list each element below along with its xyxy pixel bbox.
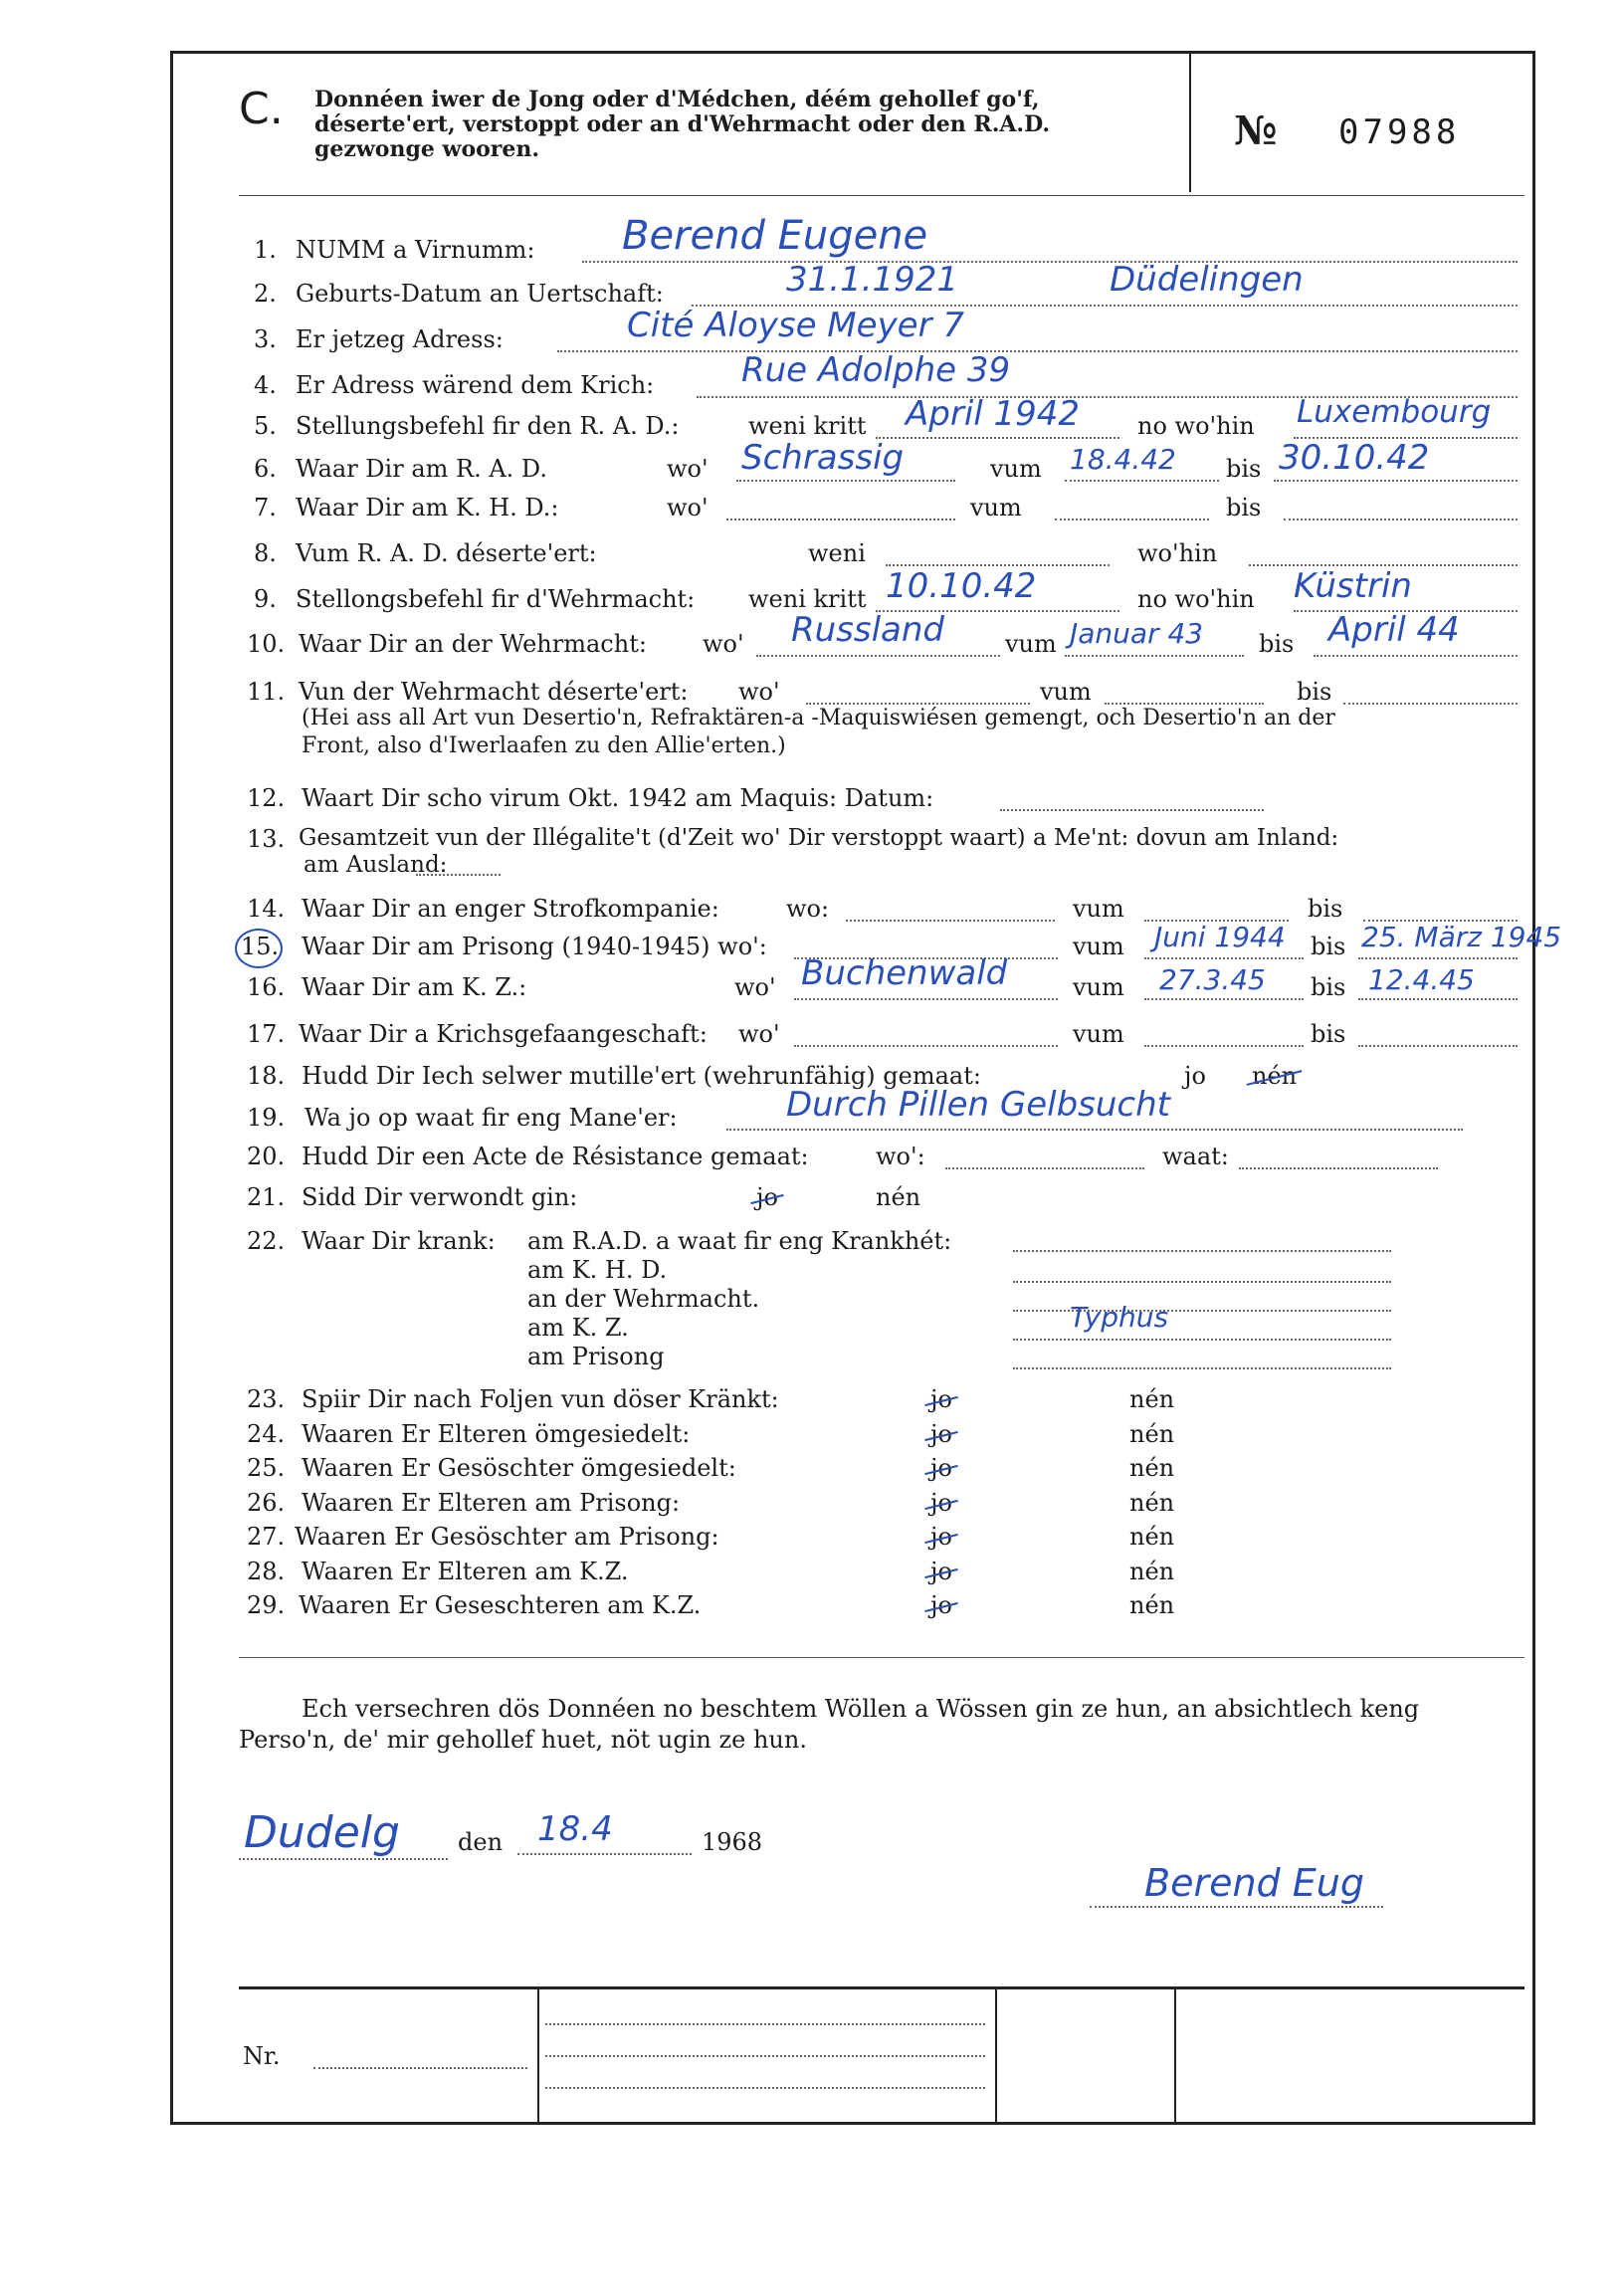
illness-label: Waar Dir krank:	[302, 1227, 496, 1255]
row-number: 10.	[247, 630, 286, 658]
parents-resettled-label: Waaren Er Elteren ömgesiedelt:	[302, 1420, 691, 1448]
row-number: 9.	[254, 585, 277, 613]
row-number: 4.	[254, 371, 277, 399]
wo-label: wo'	[703, 630, 744, 658]
signature: Berend Eug	[1144, 1861, 1364, 1905]
row-number: 20.	[247, 1143, 286, 1170]
yes-option: jo	[1184, 1062, 1206, 1090]
yes-option	[930, 1558, 952, 1585]
prison-to-value: 25. März 1945	[1361, 921, 1562, 953]
current-address-line	[557, 350, 1518, 352]
khd-from-line	[1055, 519, 1209, 521]
yes-option	[930, 1385, 952, 1413]
yes-option	[756, 1183, 778, 1211]
prison-from-line	[1144, 957, 1304, 959]
header-divider	[1189, 53, 1191, 192]
wehrmacht-desert-from-line	[1105, 703, 1264, 705]
illegality-abroad-line	[416, 874, 501, 876]
illness-kz-label: am K. Z.	[527, 1314, 629, 1342]
pow-to-line	[1358, 1045, 1518, 1047]
illness-kz-value: Typhus	[1070, 1301, 1169, 1334]
resistance-label: Hudd Dir een Acte de Résistance gemaat:	[302, 1143, 809, 1170]
bis-label: bis	[1311, 973, 1346, 1001]
resistance-what-line	[1239, 1167, 1438, 1169]
resistance-where-line	[945, 1167, 1144, 1169]
footer-nr-label: Nr.	[243, 2042, 281, 2070]
rad-desert-label: Vum R. A. D. déserte'ert:	[296, 539, 597, 567]
prison-to-line	[1358, 957, 1518, 959]
signing-date-line	[517, 1853, 692, 1855]
vum-label: vum	[1073, 1020, 1124, 1048]
row-number: 17.	[247, 1020, 286, 1048]
wehrmacht-desert-label: Vun der Wehrmacht déserte'ert:	[299, 678, 689, 706]
name-label: NUMM a Virnumm:	[296, 236, 535, 264]
row-number: 22.	[247, 1227, 286, 1255]
section-divider	[239, 1657, 1524, 1658]
no-option: nén	[1129, 1420, 1175, 1448]
bis-label: bis	[1226, 455, 1262, 483]
no-option-text: nén	[1252, 1062, 1298, 1090]
row-number: 21.	[247, 1183, 286, 1211]
yes-option	[930, 1591, 952, 1619]
parents-kz-label: Waaren Er Elteren am K.Z.	[302, 1558, 629, 1585]
parents-prison-label: Waaren Er Elteren am Prisong:	[302, 1489, 681, 1517]
footer-line	[545, 2023, 985, 2025]
bis-label: bis	[1259, 630, 1295, 658]
kz-to-value: 12.4.45	[1368, 963, 1475, 996]
kz-where-line	[794, 998, 1058, 1000]
kz-label: Waar Dir am K. Z.:	[302, 973, 527, 1001]
row-number: 27.	[247, 1523, 286, 1551]
desertion-note-1: (Hei ass all Art vun Desertio'n, Refraktären-a -Maquiswiésen gemengt, och Desertio'n an der	[302, 706, 1335, 730]
no-option	[1252, 1062, 1297, 1090]
pow-label: Waar Dir a Krichsgefaangeschaft:	[299, 1020, 708, 1048]
wo-label: wo'	[738, 1020, 780, 1048]
illness-khd-line	[1013, 1281, 1391, 1283]
signing-year: 1968	[702, 1828, 763, 1856]
kz-where-value: Buchenwald	[801, 953, 1008, 993]
row-number: 19.	[247, 1104, 286, 1132]
yes-option-text: jo	[930, 1558, 952, 1585]
den-label: den	[458, 1828, 504, 1856]
desertion-note-2: Front, also d'Iwerlaafen zu den Allie'erten.)	[302, 733, 786, 758]
rad-to-value: 30.10.42	[1279, 438, 1430, 478]
vum-label: vum	[1073, 973, 1124, 1001]
yes-option-text: jo	[756, 1183, 778, 1211]
no-option: nén	[1129, 1523, 1175, 1551]
khd-label: Waar Dir am K. H. D.:	[296, 494, 559, 521]
where-label: wo'hin	[1137, 539, 1218, 567]
rad-order-label: Stellungsbefehl fir den R. A. D.:	[296, 412, 680, 440]
wehrmacht-desert-to-line	[1343, 703, 1518, 705]
number-label: №	[1234, 107, 1278, 154]
wehrmacht-where-line	[756, 655, 1000, 657]
wo-label: wo'	[734, 973, 776, 1001]
row-number: 11.	[247, 678, 286, 706]
rad-to-line	[1274, 480, 1518, 482]
yes-option-text: jo	[930, 1385, 952, 1413]
yes-option	[930, 1523, 952, 1551]
after-effects-label: Spiir Dir nach Foljen vun döser Kränkt:	[302, 1385, 779, 1413]
row-number: 26.	[247, 1489, 286, 1517]
vum-label: vum	[1040, 678, 1092, 706]
illegality-abroad-label: am Ausland:	[304, 852, 448, 878]
where-label: no wo'hin	[1137, 585, 1255, 613]
self-mutilation-label: Hudd Dir Iech selwer mutille'ert (wehrunfähig) gemaat:	[302, 1062, 981, 1090]
illness-rad-label: am R.A.D. a waat fir eng Krankhét:	[527, 1227, 952, 1255]
war-address-label: Er Adress wärend dem Krich:	[296, 371, 655, 399]
footer-divider-2	[995, 1989, 997, 2125]
footer-divider-3	[1174, 1989, 1176, 2125]
section-letter: C.	[239, 84, 284, 134]
pow-from-line	[1144, 1045, 1304, 1047]
wehrmacht-order-label: Stellongsbefehl fir d'Wehrmacht:	[296, 585, 696, 613]
row-number: 16.	[247, 973, 286, 1001]
siblings-resettled-label: Waaren Er Gesöschter ömgesiedelt:	[302, 1454, 736, 1482]
row-number: 3.	[254, 325, 277, 353]
when-label: weni kritt	[748, 412, 867, 440]
row-number: 13.	[247, 825, 286, 853]
row-number: 2.	[254, 280, 277, 308]
footer-line	[545, 2055, 985, 2057]
declaration-line-1: Ech versechren dös Donnéen no beschtem Wöllen a Wössen gin ze hun, an absichtlech keng	[302, 1695, 1420, 1723]
birth-place-value: Düdelingen	[1110, 260, 1304, 300]
footer-line	[545, 2087, 985, 2089]
mutilation-method-line	[726, 1129, 1463, 1131]
penal-company-where-line	[846, 920, 1055, 922]
siblings-kz-label: Waaren Er Geseschteren am K.Z.	[299, 1591, 702, 1619]
rad-label: Waar Dir am R. A. D.	[296, 455, 547, 483]
header-title: Donnéen iwer de Jong oder d'Médchen, déém gehollef go'f, déserte'ert, verstoppt oder an d'Wehrmacht oder den R.A.D. gezwonge wooren.	[314, 87, 1051, 162]
when-label: weni	[808, 539, 866, 567]
row-number: 12.	[247, 784, 286, 812]
kz-from-line	[1144, 998, 1304, 1000]
illness-prison-line	[1013, 1367, 1391, 1369]
wehrmacht-from-value: Januar 43	[1070, 617, 1204, 650]
wehrmacht-to-value: April 44	[1328, 610, 1460, 650]
name-value: Berend Eugene	[622, 213, 928, 259]
war-address-value: Rue Adolphe 39	[741, 350, 1011, 390]
rad-order-when-line	[876, 437, 1119, 439]
declaration-line-2: Perso'n, de' mir gehollef huet, nöt ugin ze hun.	[239, 1726, 807, 1754]
no-option: nén	[1129, 1454, 1175, 1482]
yes-option	[930, 1489, 952, 1517]
no-option: nén	[1129, 1591, 1175, 1619]
wo-label: wo'	[667, 494, 709, 521]
birth-label: Geburts-Datum an Uertschaft:	[296, 280, 664, 308]
bis-label: bis	[1226, 494, 1262, 521]
wo-label: wo:	[786, 895, 830, 923]
penal-company-label: Waar Dir an enger Strofkompanie:	[302, 895, 719, 923]
wo-label: wo':	[876, 1143, 925, 1170]
no-option: nén	[876, 1183, 921, 1211]
yes-option-text: jo	[930, 1489, 952, 1517]
row-number: 23.	[247, 1385, 286, 1413]
when-label: weni kritt	[748, 585, 867, 613]
name-line	[582, 261, 1518, 263]
row-number: 24.	[247, 1420, 286, 1448]
birth-date-value: 31.1.1921	[786, 260, 959, 300]
row-number: 25.	[247, 1454, 286, 1482]
illegality-label: Gesamtzeit vun der Illégalite't (d'Zeit wo' Dir verstoppt waart) a Me'nt: dovun am Inland:	[299, 825, 1339, 851]
row-number: 15.	[241, 933, 280, 960]
rad-where-value: Schrassig	[741, 438, 905, 478]
vum-label: vum	[1073, 895, 1124, 923]
kz-to-line	[1358, 998, 1518, 1000]
maquis-date-line	[1000, 809, 1264, 811]
illness-prison-label: am Prisong	[527, 1343, 665, 1370]
bis-label: bis	[1311, 1020, 1346, 1048]
bis-label: bis	[1311, 933, 1346, 960]
where-label: no wo'hin	[1137, 412, 1255, 440]
khd-where-line	[726, 519, 955, 521]
wehrmacht-label: Waar Dir an der Wehrmacht:	[299, 630, 647, 658]
wehrmacht-from-line	[1065, 655, 1244, 657]
bis-label: bis	[1308, 895, 1343, 923]
no-option: nén	[1129, 1385, 1175, 1413]
wehrmacht-where-value: Russland	[791, 610, 945, 650]
row-number: 8.	[254, 539, 277, 567]
illness-khd-label: am K. H. D.	[527, 1256, 668, 1284]
mutilation-method-label: Wa jo op waat fir eng Mane'er:	[304, 1104, 678, 1132]
no-option: nén	[1129, 1558, 1175, 1585]
pow-where-line	[794, 1045, 1058, 1047]
yes-option-text: jo	[930, 1591, 952, 1619]
footer-rule	[239, 1986, 1524, 1989]
prison-label: Waar Dir am Prisong (1940-1945) wo':	[302, 933, 767, 960]
rad-from-value: 18.4.42	[1070, 443, 1176, 476]
kz-from-value: 27.3.45	[1159, 963, 1266, 996]
wounded-label: Sidd Dir verwondt gin:	[302, 1183, 578, 1211]
yes-option-text: jo	[930, 1454, 952, 1482]
signing-place-line	[239, 1858, 448, 1860]
illness-rad-line	[1013, 1250, 1391, 1252]
row-number: 1.	[254, 236, 277, 264]
maquis-label: Waart Dir scho virum Okt. 1942 am Maquis: Datum:	[302, 784, 934, 812]
wehrmacht-to-line	[1314, 655, 1518, 657]
row-number: 6.	[254, 455, 277, 483]
wo-label: wo'	[738, 678, 780, 706]
wo-label: wo'	[667, 455, 709, 483]
waat-label: waat:	[1162, 1143, 1229, 1170]
form-number: 07988	[1338, 112, 1461, 152]
yes-option	[930, 1454, 952, 1482]
khd-to-line	[1284, 519, 1518, 521]
illness-kz-line	[1013, 1339, 1391, 1341]
yes-option-text: jo	[930, 1420, 952, 1448]
wehrmacht-order-where-value: Küstrin	[1294, 566, 1412, 606]
row-number: 29.	[247, 1591, 286, 1619]
current-address-label: Er jetzeg Adress:	[296, 325, 504, 353]
row-number: 18.	[247, 1062, 286, 1090]
rad-where-line	[736, 480, 955, 482]
row-number: 28.	[247, 1558, 286, 1585]
illness-wehrmacht-label: an der Wehrmacht.	[527, 1285, 760, 1313]
vum-label: vum	[990, 455, 1042, 483]
row-number: 14.	[247, 895, 286, 923]
rad-order-where-value: Luxembourg	[1297, 394, 1492, 430]
current-address-value: Cité Aloyse Meyer 7	[627, 306, 965, 345]
signing-date-value: 18.4	[537, 1809, 613, 1849]
signing-place-value: Dudelg	[244, 1807, 400, 1858]
footer-divider-1	[537, 1989, 539, 2125]
vum-label: vum	[970, 494, 1022, 521]
no-option: nén	[1129, 1489, 1175, 1517]
siblings-prison-label: Waaren Er Gesöschter am Prisong:	[295, 1523, 719, 1551]
yes-option	[930, 1420, 952, 1448]
prison-from-value: Juni 1944	[1154, 921, 1286, 953]
bis-label: bis	[1297, 678, 1332, 706]
row-number: 5.	[254, 412, 277, 440]
yes-option-text: jo	[930, 1523, 952, 1551]
mutilation-method-value: Durch Pillen Gelbsucht	[786, 1085, 1171, 1125]
wehrmacht-desert-where-line	[806, 703, 1030, 705]
vum-label: vum	[1005, 630, 1057, 658]
signature-line	[1090, 1906, 1383, 1908]
footer-nr-line	[313, 2067, 527, 2069]
rad-from-line	[1065, 480, 1219, 482]
row-number: 7.	[254, 494, 277, 521]
vum-label: vum	[1073, 933, 1124, 960]
wehrmacht-order-when-value: 10.10.42	[886, 566, 1037, 606]
rad-order-when-value: April 1942	[906, 394, 1081, 434]
header-rule	[239, 195, 1524, 196]
